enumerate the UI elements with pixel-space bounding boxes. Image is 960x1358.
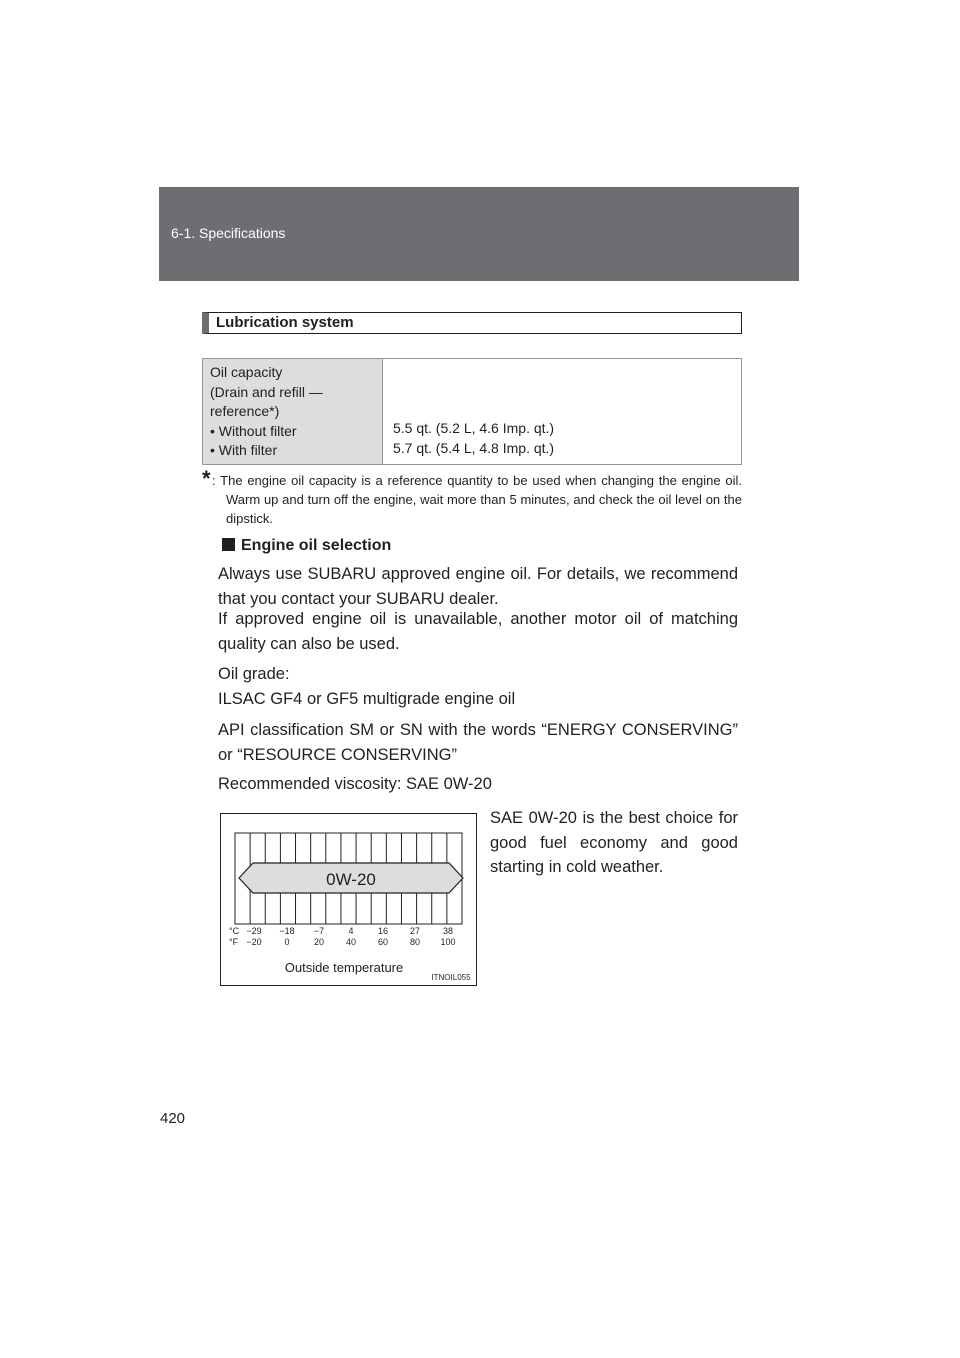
oil-grade-value: ILSAC GF4 or GF5 multigrade engine oil (218, 689, 516, 708)
paragraph-api-classification: API classification SM or SN with the words “ENERGY CONSERVING” or “RESOURCE CONSERVING” (218, 721, 738, 764)
celsius-tick: −18 (279, 926, 295, 936)
celsius-tick-labels (246, 926, 453, 936)
spec-label-line: • Without filter (210, 422, 297, 439)
fahrenheit-tick: 60 (377, 937, 389, 947)
spec-value-cell (383, 359, 741, 464)
fahrenheit-tick: 20 (313, 937, 325, 947)
celsius-tick: −29 (246, 926, 262, 936)
fahrenheit-tick: 0 (284, 937, 290, 947)
fahrenheit-unit: °F (229, 937, 239, 947)
oil-selection-heading-text: Engine oil selection (241, 537, 392, 554)
figure-code: ITNOIL055 (431, 973, 471, 982)
celsius-tick: 16 (377, 926, 389, 936)
band-label: 0W-20 (326, 870, 376, 889)
spec-value-with-filter: 5.7 qt. (5.4 L, 4.8 Imp. qt.) (393, 439, 555, 456)
fahrenheit-tick: 100 (440, 937, 456, 947)
paragraph-approved-oil: Always use SUBARU approved engine oil. For details, we recommend that you contact your SUBARU dealer. (218, 565, 738, 608)
page-number: 420 (160, 1110, 186, 1127)
fahrenheit-tick: 80 (409, 937, 421, 947)
footnote-text: : The engine oil capacity is a reference quantity to be used when changing the engine oil. Warm up and turn off the engine, wait more than 5 minutes, and check the oil level on the dipstick. (212, 473, 742, 526)
viscosity-chart-svg (221, 814, 478, 987)
fahrenheit-tick-labels (246, 937, 455, 947)
header-band (159, 187, 799, 281)
celsius-tick: 38 (442, 926, 454, 936)
spec-label-line: Oil capacity (210, 364, 283, 380)
spec-value-without-filter: 5.5 qt. (5.2 L, 4.6 Imp. qt.) (393, 420, 555, 436)
paragraph-alternative-oil: If approved engine oil is unavailable, another motor oil of matching quality can also be used. (218, 610, 738, 653)
fahrenheit-tick: 40 (345, 937, 357, 947)
footnote (202, 466, 742, 528)
lubrication-heading: Lubrication system (202, 312, 742, 334)
spec-label-cell (203, 359, 383, 464)
oil-capacity-table (202, 358, 742, 465)
spec-label-line: (Drain and refill — (210, 383, 323, 400)
fahrenheit-tick: −20 (246, 937, 262, 947)
section-title: 6-1. Specifications (171, 225, 286, 241)
spec-label-line: • With filter (210, 442, 278, 458)
celsius-tick: 4 (348, 926, 354, 936)
viscosity-temperature-figure (220, 813, 477, 986)
oil-selection-heading (222, 537, 391, 555)
celsius-unit: °C (229, 926, 240, 936)
figure-caption: SAE 0W-20 is the best choice for good fuel economy and good starting in cold weather. (490, 809, 738, 876)
footnote-marker: * (202, 466, 211, 491)
celsius-tick: 27 (409, 926, 421, 936)
spec-label-line: reference*) (210, 403, 280, 419)
axis-label: Outside temperature (284, 960, 404, 975)
paragraph-oil-grade (218, 662, 738, 711)
oil-grade-label: Oil grade: (218, 665, 290, 683)
celsius-tick: −7 (313, 926, 325, 936)
paragraph-viscosity: Recommended viscosity: SAE 0W-20 (218, 775, 492, 793)
square-bullet-icon (222, 538, 235, 551)
